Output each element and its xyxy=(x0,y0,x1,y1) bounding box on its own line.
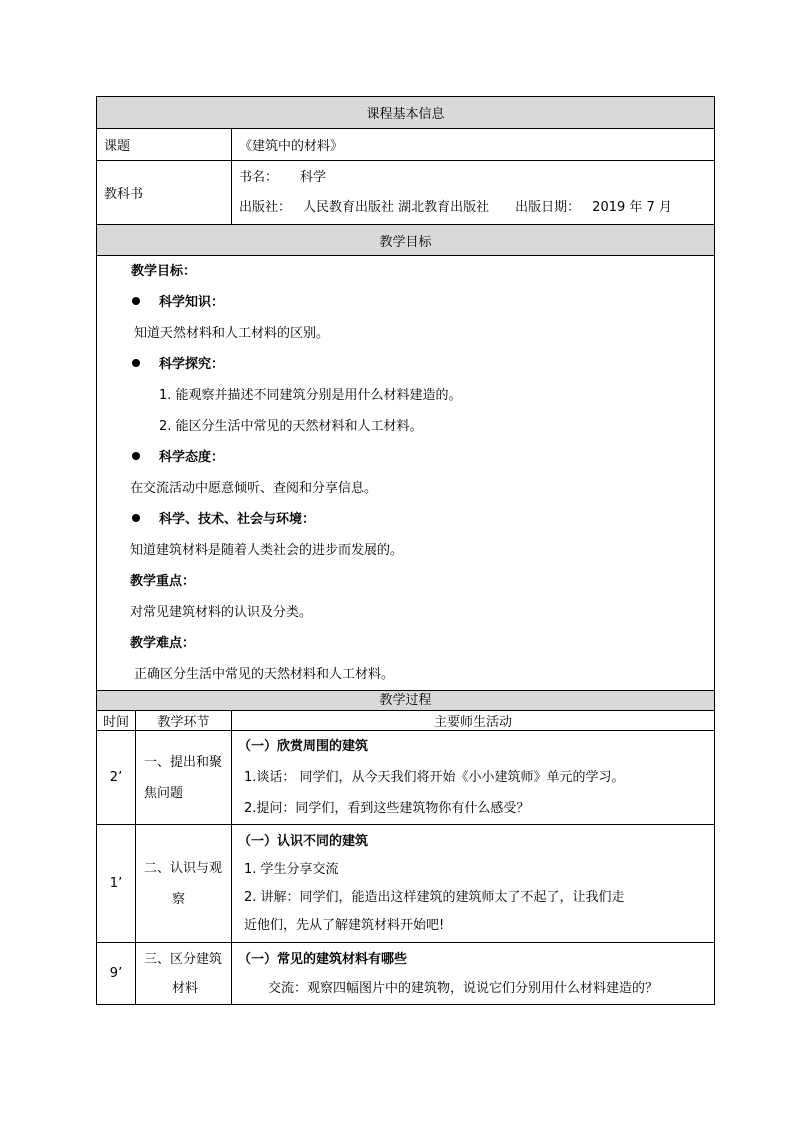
book-name: 科学 xyxy=(300,169,327,185)
attitude-text: 在交流活动中愿意倾听、查阅和分享信息。 xyxy=(130,481,378,496)
difficulty-heading: 教学难点： xyxy=(130,636,196,651)
knowledge-heading xyxy=(117,287,714,318)
knowledge-text: 知道天然材料和人工材料的区别。 xyxy=(134,326,330,341)
key-point-text: 对常见建筑材料的认识及分类。 xyxy=(130,605,313,620)
bullet-icon xyxy=(131,349,141,359)
knowledge-heading-text: 科学知识： xyxy=(159,295,225,310)
col-stage-header: 教学环节 xyxy=(136,711,232,731)
inquiry-heading xyxy=(117,349,714,380)
process-row xyxy=(97,943,715,1005)
row-stage xyxy=(136,943,232,1005)
difficulty-text: 正确区分生活中常见的天然材料和人工材料。 xyxy=(134,667,395,682)
topic-value: 《建筑中的材料》 xyxy=(232,129,715,161)
stage-line: 焦问题 xyxy=(144,785,184,801)
activity-line: 2. 讲解：同学们，能造出这样建筑的建筑师太了不起了，让我们走 xyxy=(244,889,625,905)
row-activity xyxy=(232,731,715,825)
publisher: 人民教育出版社 湖北教育出版社 xyxy=(303,199,490,215)
inquiry-heading-text: 科学探究： xyxy=(159,357,225,372)
bullet-icon xyxy=(131,442,141,452)
stse-text: 知道建筑材料是随着人类社会的进步而发展的。 xyxy=(130,543,404,558)
row-stage xyxy=(136,825,232,943)
activity-line: 1. 学生分享交流 xyxy=(244,861,339,877)
stage-line: 材料 xyxy=(172,980,199,996)
basic-info-header: 课程基本信息 xyxy=(97,97,715,129)
activity-heading: （一）欣赏周围的建筑 xyxy=(238,739,369,754)
col-activity-header: 主要师生活动 xyxy=(232,711,715,731)
goals-header: 教学目标 xyxy=(97,225,715,256)
row-time: 1’ xyxy=(97,825,136,943)
inquiry-item: 2. 能区分生活中常见的天然材料和人工材料。 xyxy=(159,419,423,434)
goals-body xyxy=(97,256,715,691)
attitude-heading-text: 科学态度： xyxy=(159,450,225,465)
stse-heading xyxy=(117,504,714,535)
activity-heading: （一）常见的建筑材料有哪些 xyxy=(238,951,408,967)
inquiry-item: 1. 能观察并描述不同建筑分别是用什么材料建造的。 xyxy=(159,388,462,403)
process-row xyxy=(97,731,715,825)
process-row xyxy=(97,825,715,943)
date-label: 出版日期： xyxy=(515,199,581,215)
textbook-label: 教科书 xyxy=(97,161,232,225)
stage-line: 三、区分建筑 xyxy=(144,951,223,967)
activity-line: 近他们，先从了解建筑材料开始吧! xyxy=(244,917,445,933)
topic-label: 课题 xyxy=(97,129,232,161)
row-stage xyxy=(136,731,232,825)
stse-heading-text: 科学、技术、社会与环境： xyxy=(159,512,316,527)
stage-line: 一、提出和聚 xyxy=(144,754,223,770)
key-point-heading: 教学重点： xyxy=(130,574,196,589)
stage-line: 二、认识与观 xyxy=(144,860,223,876)
row-activity xyxy=(232,943,715,1005)
bullet-icon xyxy=(131,287,141,297)
process-header: 教学过程 xyxy=(97,691,715,711)
activity-line: 交流：观察四幅图片中的建筑物，说说它们分别用什么材料建造的？ xyxy=(268,980,659,996)
row-time: 2’ xyxy=(97,731,136,825)
attitude-heading xyxy=(117,442,714,473)
publisher-label: 出版社： xyxy=(239,199,292,215)
activity-line: 1.谈话： 同学们，从今天我们将开始《小小建筑师》单元的学习。 xyxy=(244,770,625,785)
activity-line: 2.提问：同学们，看到这些建筑物你有什么感受？ xyxy=(244,801,530,816)
col-time-header: 时间 xyxy=(97,711,136,731)
lesson-plan-table xyxy=(96,96,715,1005)
row-activity xyxy=(232,825,715,943)
book-name-label: 书名： xyxy=(239,169,279,185)
stage-line: 察 xyxy=(172,891,186,907)
row-time: 9’ xyxy=(97,943,136,1005)
goals-title: 教学目标： xyxy=(131,264,197,279)
textbook-info xyxy=(232,161,715,225)
activity-heading: （一）认识不同的建筑 xyxy=(238,833,369,849)
publish-date: 2019 年 7 月 xyxy=(592,199,672,215)
bullet-icon xyxy=(131,504,141,514)
